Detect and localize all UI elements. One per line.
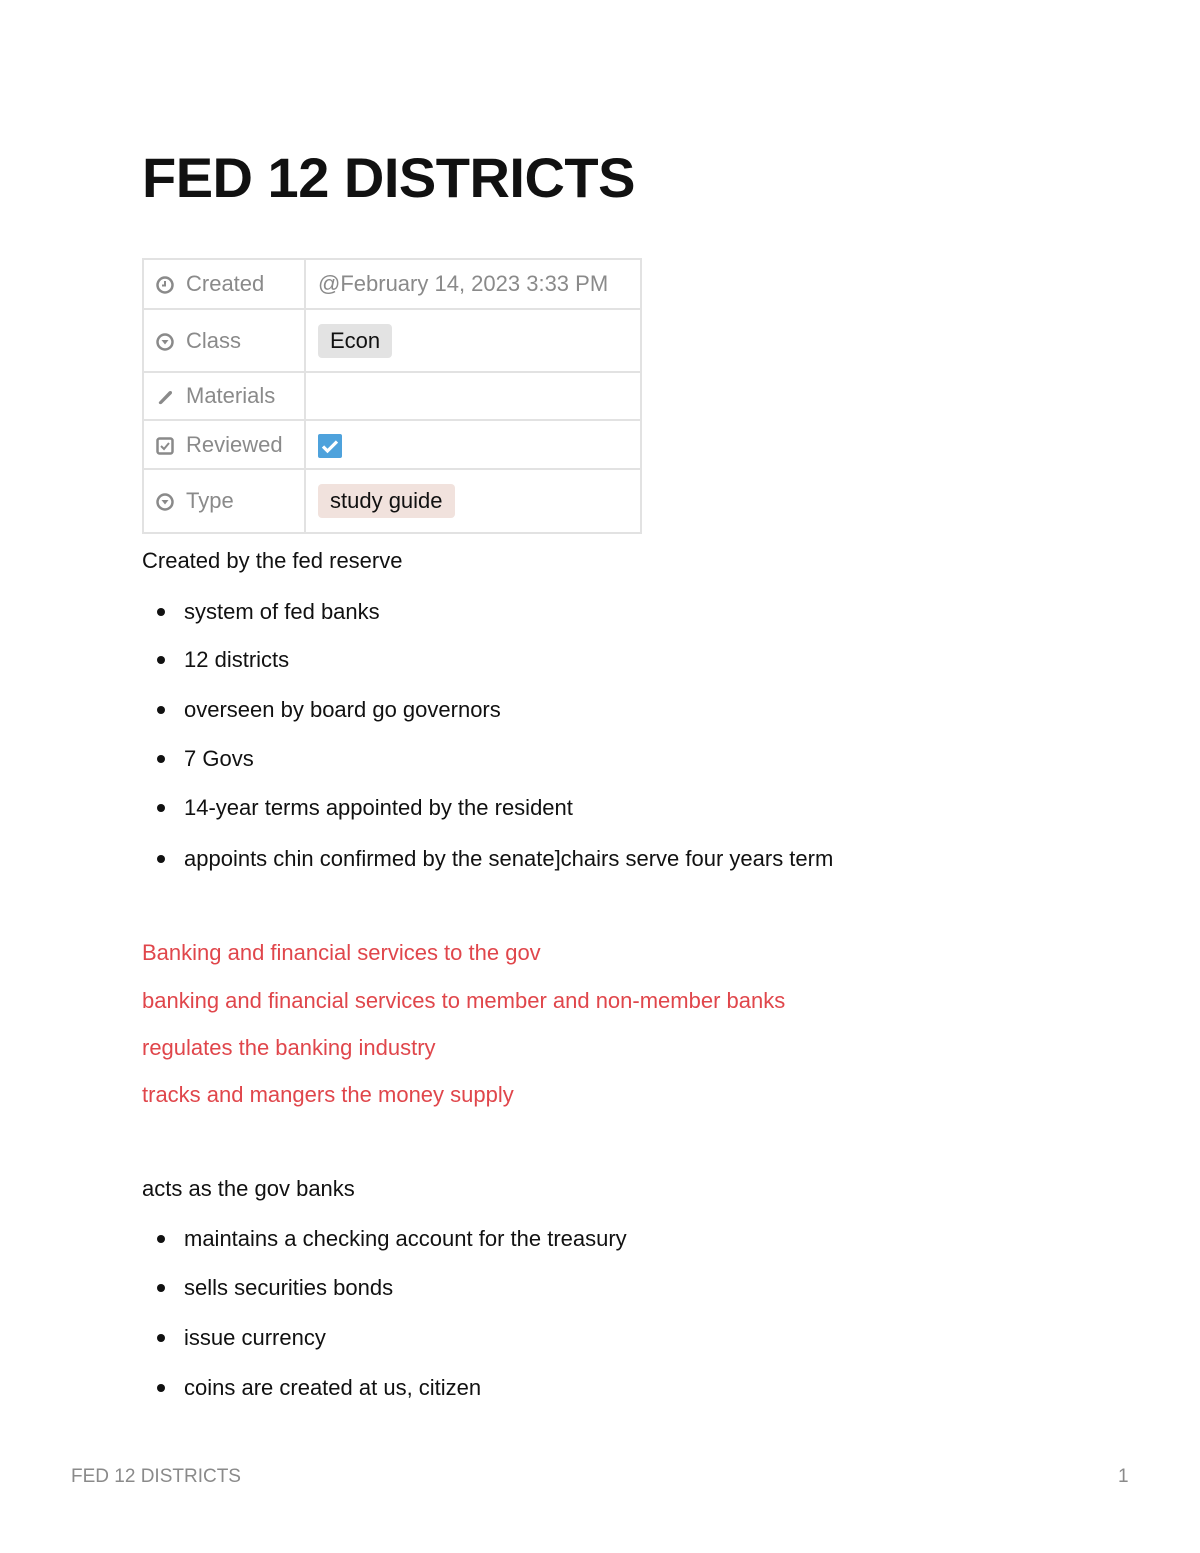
list-item: coins are created at us, citizen bbox=[184, 1375, 482, 1400]
created-value: @February 14, 2023 3:33 PM bbox=[305, 259, 641, 309]
select-icon bbox=[156, 493, 174, 511]
list-item: overseen by board go governors bbox=[184, 697, 501, 722]
list-item: 7 Govs bbox=[184, 746, 254, 771]
type-tag[interactable]: study guide bbox=[318, 484, 455, 518]
clock-icon bbox=[156, 276, 174, 294]
bullet-icon bbox=[157, 804, 165, 812]
bullet-icon bbox=[157, 1384, 165, 1392]
select-icon bbox=[156, 333, 174, 351]
list-item: system of fed banks bbox=[184, 599, 380, 624]
list-item: appoints chin confirmed by the senate]chairs serve four years term bbox=[184, 846, 834, 871]
bullet-icon bbox=[157, 608, 165, 616]
property-key: Created bbox=[143, 259, 305, 309]
checkmark-icon bbox=[318, 434, 342, 458]
property-row-class bbox=[143, 309, 641, 372]
property-key: Reviewed bbox=[143, 420, 305, 469]
property-key: Materials bbox=[143, 372, 305, 420]
bullet-icon bbox=[157, 1334, 165, 1342]
type-value[interactable] bbox=[305, 469, 641, 533]
red-text-line: regulates the banking industry bbox=[142, 1035, 436, 1060]
list-item: issue currency bbox=[184, 1325, 326, 1350]
checkbox-icon bbox=[156, 437, 174, 455]
red-text-line: banking and financial services to member and non-member banks bbox=[142, 988, 786, 1013]
bullet-icon bbox=[157, 755, 165, 763]
bullet-icon bbox=[157, 1235, 165, 1243]
bullet-icon bbox=[157, 656, 165, 664]
bullet-icon bbox=[157, 706, 165, 714]
section-heading: acts as the gov banks bbox=[142, 1176, 355, 1201]
property-row-materials bbox=[143, 372, 641, 420]
list-item: maintains a checking account for the treasury bbox=[184, 1226, 627, 1251]
materials-value[interactable] bbox=[305, 372, 641, 420]
property-key: Class bbox=[143, 309, 305, 372]
page-number: 1 bbox=[1118, 1466, 1129, 1487]
list-item: 14-year terms appointed by the resident bbox=[184, 795, 573, 820]
section-heading: Created by the fed reserve bbox=[142, 548, 403, 573]
property-row-type bbox=[143, 469, 641, 533]
properties-table bbox=[142, 258, 642, 534]
footer-title: FED 12 DISTRICTS bbox=[71, 1466, 241, 1487]
list-item: 12 districts bbox=[184, 647, 290, 672]
reviewed-value[interactable] bbox=[305, 420, 641, 469]
bullet-icon bbox=[157, 855, 165, 863]
bullet-icon bbox=[157, 1284, 165, 1292]
class-value[interactable] bbox=[305, 309, 641, 372]
page-title: FED 12 DISTRICTS bbox=[142, 146, 635, 209]
red-text-line: Banking and financial services to the gov bbox=[142, 940, 541, 965]
red-text-line: tracks and mangers the money supply bbox=[142, 1082, 514, 1107]
class-tag[interactable]: Econ bbox=[318, 324, 392, 358]
paperclip-icon bbox=[156, 388, 174, 406]
list-item: sells securities bonds bbox=[184, 1275, 394, 1300]
property-key: Type bbox=[143, 469, 305, 533]
property-row-reviewed bbox=[143, 420, 641, 469]
reviewed-checkbox[interactable] bbox=[318, 434, 342, 458]
property-row-created bbox=[143, 259, 641, 309]
